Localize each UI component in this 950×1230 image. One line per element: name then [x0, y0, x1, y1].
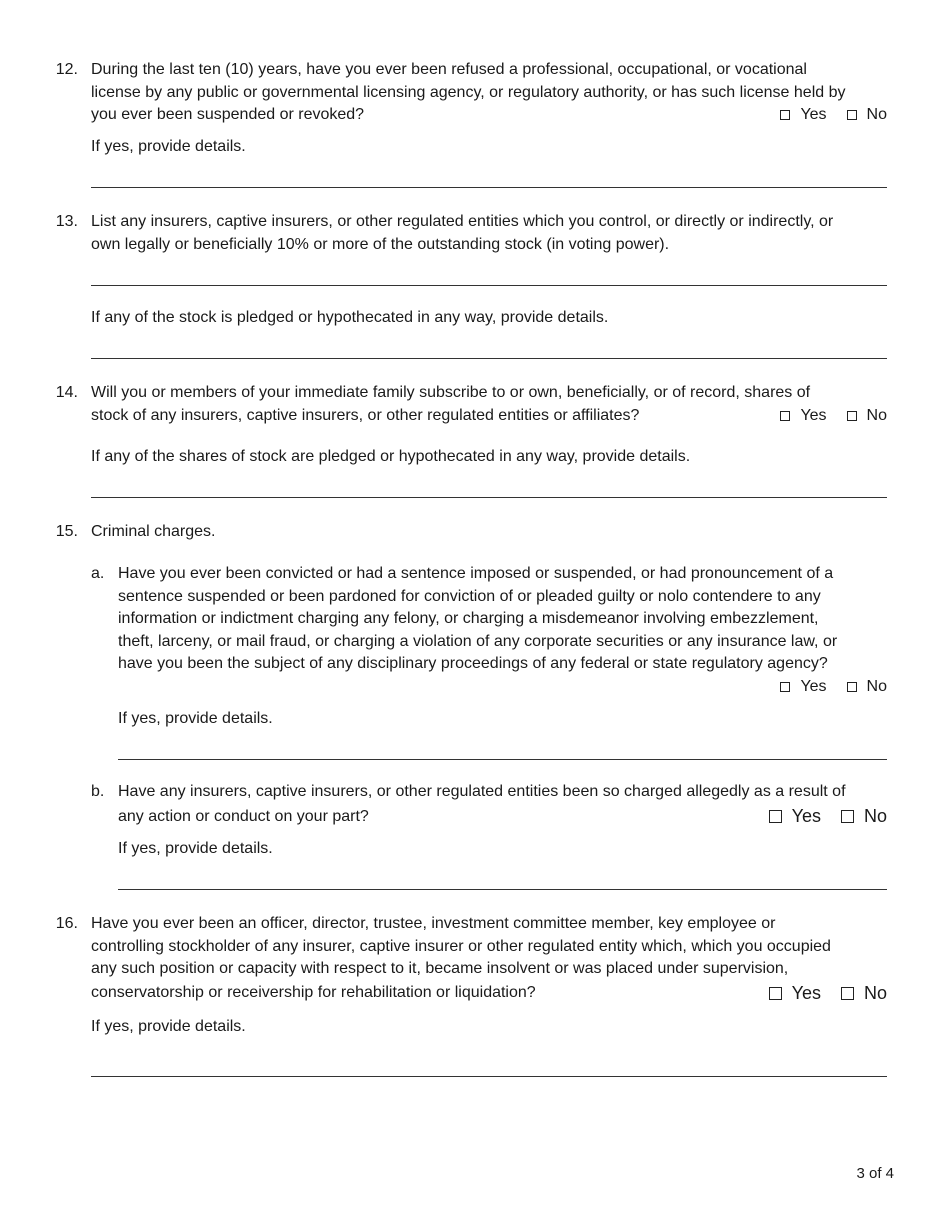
yes-no-group [780, 676, 887, 699]
yes-option[interactable]: Yes [780, 407, 826, 425]
checkbox-icon[interactable] [780, 682, 790, 692]
checkbox-icon[interactable] [847, 411, 857, 421]
question-text-line: have you been the subject of any disciplinary proceedings of any federal or state regulatory agency? [118, 655, 828, 672]
yes-option[interactable]: Yes [769, 806, 821, 827]
answer-line[interactable] [91, 285, 887, 286]
answer-line[interactable] [91, 358, 887, 359]
question-text-line: own legally or beneficially 10% or more of the outstanding stock (in voting power). [91, 235, 670, 253]
details-prompt: If any of the shares of stock are pledged or hypothecated in any way, provide details. [91, 448, 691, 465]
yes-option[interactable]: Yes [769, 983, 821, 1004]
details-prompt: If yes, provide details. [91, 138, 246, 155]
question-text-line: any action or conduct on your part? [118, 807, 369, 825]
checkbox-icon[interactable] [847, 682, 857, 692]
question-text-line: sentence suspended or been pardoned for conviction of or pleaded guilty or nolo contendere to any [118, 587, 821, 605]
question-text-line: information or indictment charging any felony, or charging a misdemeanor involving embezzlement, [118, 610, 819, 627]
question-text-line: you ever been suspended or revoked? [91, 106, 365, 123]
checkbox-icon[interactable] [769, 987, 782, 1000]
checkbox-icon[interactable] [841, 810, 854, 823]
yes-no-group [769, 981, 887, 1006]
no-option[interactable]: No [847, 106, 887, 124]
yes-option[interactable]: Yes [780, 678, 826, 696]
details-prompt: If yes, provide details. [118, 840, 273, 857]
no-option[interactable]: No [847, 407, 887, 425]
yes-option[interactable]: Yes [780, 106, 826, 124]
question-title: Criminal charges. [91, 523, 216, 540]
question-text-line: controlling stockholder of any insurer, captive insurer or other regulated entity which, which you occupied [91, 937, 831, 955]
question-number: 12. [55, 61, 78, 78]
question-text-line: Have you ever been an officer, director, trustee, investment committee member, key employee or [91, 915, 776, 932]
page-number: 3 of 4 [856, 1165, 894, 1182]
no-option[interactable]: No [841, 806, 887, 827]
question-number: 14. [55, 384, 78, 401]
question-text-line: Have any insurers, captive insurers, or other regulated entities been so charged allegedly as a result of [118, 783, 846, 800]
answer-line[interactable] [91, 1076, 887, 1077]
details-prompt: If yes, provide details. [91, 1018, 246, 1035]
question-text-line: Will you or members of your immediate family subscribe to or own, beneficially, or of record, shares of [91, 384, 811, 401]
yes-no-group [780, 104, 887, 127]
details-prompt: If yes, provide details. [118, 710, 273, 727]
checkbox-icon[interactable] [769, 810, 782, 823]
checkbox-icon[interactable] [780, 411, 790, 421]
checkbox-icon[interactable] [780, 110, 790, 120]
question-text-line: license by any public or governmental licensing agency, or regulatory authority, or has such license held by [91, 83, 846, 101]
question-text-line: conservatorship or receivership for rehabilitation or liquidation? [91, 984, 536, 1001]
question-text-line: Have you ever been convicted or had a sentence imposed or suspended, or had pronouncement of a [118, 565, 834, 582]
no-option[interactable]: No [847, 678, 887, 696]
question-text-line: stock of any insurers, captive insurers, or other regulated entities or affiliates? [91, 406, 640, 424]
sub-question-letter: b. [91, 783, 105, 800]
details-prompt: If any of the stock is pledged or hypothecated in any way, provide details. [91, 309, 609, 326]
answer-line[interactable] [91, 497, 887, 498]
question-text-line: During the last ten (10) years, have you ever been refused a professional, occupational, or vocational [91, 61, 807, 78]
yes-no-group [769, 804, 887, 829]
answer-line[interactable] [118, 889, 887, 890]
checkbox-icon[interactable] [847, 110, 857, 120]
question-number: 15. [55, 523, 78, 540]
question-number: 13. [55, 213, 78, 230]
checkbox-icon[interactable] [841, 987, 854, 1000]
question-text-line: List any insurers, captive insurers, or other regulated entities which you control, or directly or indirectly, or [91, 213, 834, 230]
question-text-line: theft, larceny, or mail fraud, or charging a violation of any corporate securities or any insurance law, or [118, 632, 838, 650]
yes-no-group [780, 405, 887, 428]
answer-line[interactable] [118, 759, 887, 760]
no-option[interactable]: No [841, 983, 887, 1004]
question-text-line: any such position or capacity with respect to it, became insolvent or was placed under supervision, [91, 960, 789, 977]
question-number: 16. [55, 915, 78, 932]
sub-question-letter: a. [91, 565, 105, 582]
answer-line[interactable] [91, 187, 887, 188]
